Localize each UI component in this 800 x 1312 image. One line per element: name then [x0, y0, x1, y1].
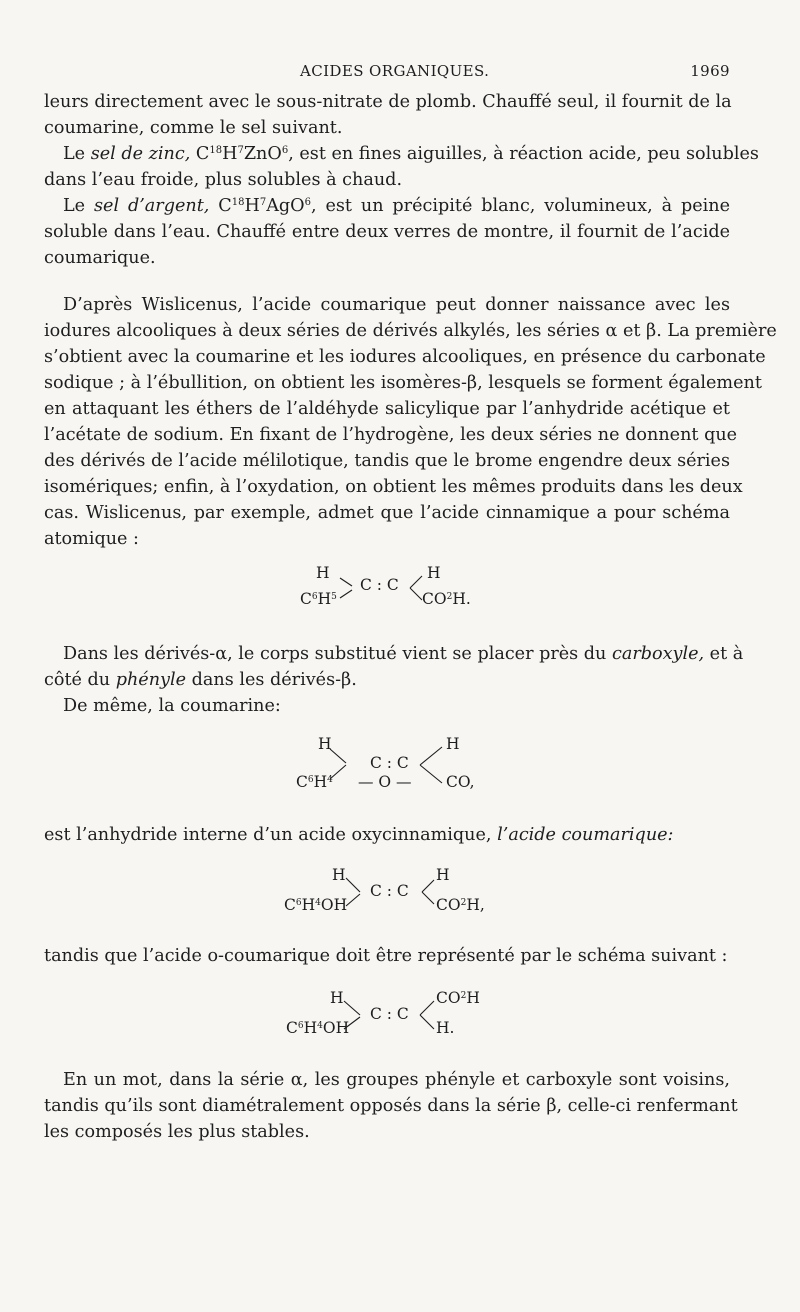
structural-formula-o-coumaric-acid: [286, 989, 506, 1041]
text-line: atomique :: [44, 529, 139, 549]
text-line: De même, la coumarine:: [63, 696, 281, 716]
formula-group: CO,: [446, 773, 475, 791]
formula-atom: H: [316, 564, 330, 582]
emphasis-term: carboxyle,: [611, 644, 705, 664]
text-line: s’obtient avec la coumarine et les iodures alcooliques, en présence du carbonate: [44, 347, 766, 367]
formula-group: $C^6H^4$: [296, 773, 333, 791]
emphasis-term: phényle: [115, 670, 187, 690]
formula-center: C : C: [370, 882, 409, 900]
paragraph-5: [44, 641, 744, 693]
paragraph-3: [44, 193, 730, 271]
text-line: dans l’eau froide, plus solubles à chaud.: [44, 170, 403, 190]
text-line: en attaquant les éthers de l’aldéhyde salicylique par l’anhydride acétique et: [44, 399, 730, 419]
emphasis-term: sel d’argent,: [94, 196, 210, 216]
structural-formula-coumaric-acid: [284, 866, 504, 918]
formula-atom: H: [427, 564, 441, 582]
text-line: tandis qu’ils sont diamétralement opposés dans la série β, celle-ci renfermant: [44, 1096, 738, 1116]
text-line: côté du phényle dans les dérivés-β.: [44, 670, 357, 690]
text-line: l’acétate de sodium. En fixant de l’hydrogène, les deux séries ne donnent que: [44, 425, 738, 445]
formula-group: $CO^2H$: [436, 989, 480, 1007]
text-line: des dérivés de l’acide mélilotique, tandis que le brome engendre deux séries: [44, 451, 730, 471]
chemical-formula: $C^{18}H^7AgO^6$: [218, 196, 311, 216]
formula-group: $C^6H^4OH$: [284, 896, 348, 914]
paragraph-8: [44, 943, 730, 969]
paragraph-9: [44, 1067, 738, 1145]
formula-atom: H.: [436, 1019, 455, 1037]
running-head: [44, 62, 730, 86]
text-span: Le: [63, 144, 91, 164]
formula-group: $CO^2H$,: [436, 896, 485, 914]
formula-group: $CO^2H$.: [422, 590, 471, 608]
formula-atom: H: [318, 735, 332, 753]
text-line: D’après Wislicenus, l’acide coumarique peut donner naissance avec les: [63, 295, 730, 315]
formula-atom: H: [436, 866, 450, 884]
structural-formula-cinnamic: [300, 562, 500, 612]
formula-atom: H: [332, 866, 346, 884]
paragraph-7: [44, 822, 730, 848]
text-line: isomériques; enfin, à l’oxydation, on obtient les mêmes produits dans les deux: [44, 477, 743, 497]
text-line: [44, 193, 730, 219]
text-line: coumarine, comme le sel suivant.: [44, 118, 343, 138]
formula-group: $C^6H^5$: [300, 590, 337, 608]
text-line: iodures alcooliques à deux séries de dérivés alkylés, les séries α et β. La première: [44, 321, 777, 341]
text-line: sodique ; à l’ébullition, on obtient les isomères-β, lesquels se forment également: [44, 373, 762, 393]
paragraph-2: [44, 141, 759, 193]
text-line: est l’anhydride interne d’un acide oxycinnamique, l’acide coumarique:: [44, 825, 674, 845]
formula-center: C : C: [360, 576, 399, 594]
formula-atom: H: [446, 735, 460, 753]
formula-center: C : C: [370, 1005, 409, 1023]
formula-atom: H: [330, 989, 344, 1007]
text-line: les composés les plus stables.: [44, 1122, 310, 1142]
emphasis-term: sel de zinc,: [90, 144, 191, 164]
text-line: Dans les dérivés-α, le corps substitué vient se placer près du carboxyle, et à: [63, 644, 744, 664]
page-number: 1969: [690, 62, 730, 80]
text-line: leurs directement avec le sous-nitrate de plomb. Chauffé seul, il fournit de la: [44, 92, 732, 112]
emphasis-term: l’acide coumarique:: [497, 825, 674, 845]
paragraph-6: [44, 693, 730, 719]
structural-formula-coumarin: [296, 735, 496, 795]
formula-group: $C^6H^4OH$: [286, 1019, 350, 1037]
text-line: soluble dans l’eau. Chauffé entre deux verres de montre, il fournit de l’acide: [44, 222, 730, 242]
text-line: [44, 141, 759, 167]
text-span: , est un précipité blanc, volumineux, à peine: [310, 196, 730, 216]
text-line: coumarique.: [44, 248, 156, 268]
text-span: Le: [63, 196, 94, 216]
text-span: , est en fines aiguilles, à réaction acide, peu solubles: [288, 144, 759, 164]
chemical-formula: $C^{18}H^7ZnO^6$: [195, 144, 289, 164]
running-head-title: ACIDES ORGANIQUES.: [300, 62, 490, 80]
formula-bridge: — O —: [358, 773, 412, 791]
text-line: cas. Wislicenus, par exemple, admet que l’acide cinnamique a pour schéma: [44, 503, 730, 523]
text-line: En un mot, dans la série α, les groupes phényle et carboxyle sont voisins,: [63, 1070, 730, 1090]
text-line: tandis que l’acide o-coumarique doit être représenté par le schéma suivant :: [44, 946, 728, 966]
formula-center: C : C: [370, 754, 409, 772]
paragraph-1: [44, 89, 730, 141]
paragraph-4: [44, 292, 777, 552]
